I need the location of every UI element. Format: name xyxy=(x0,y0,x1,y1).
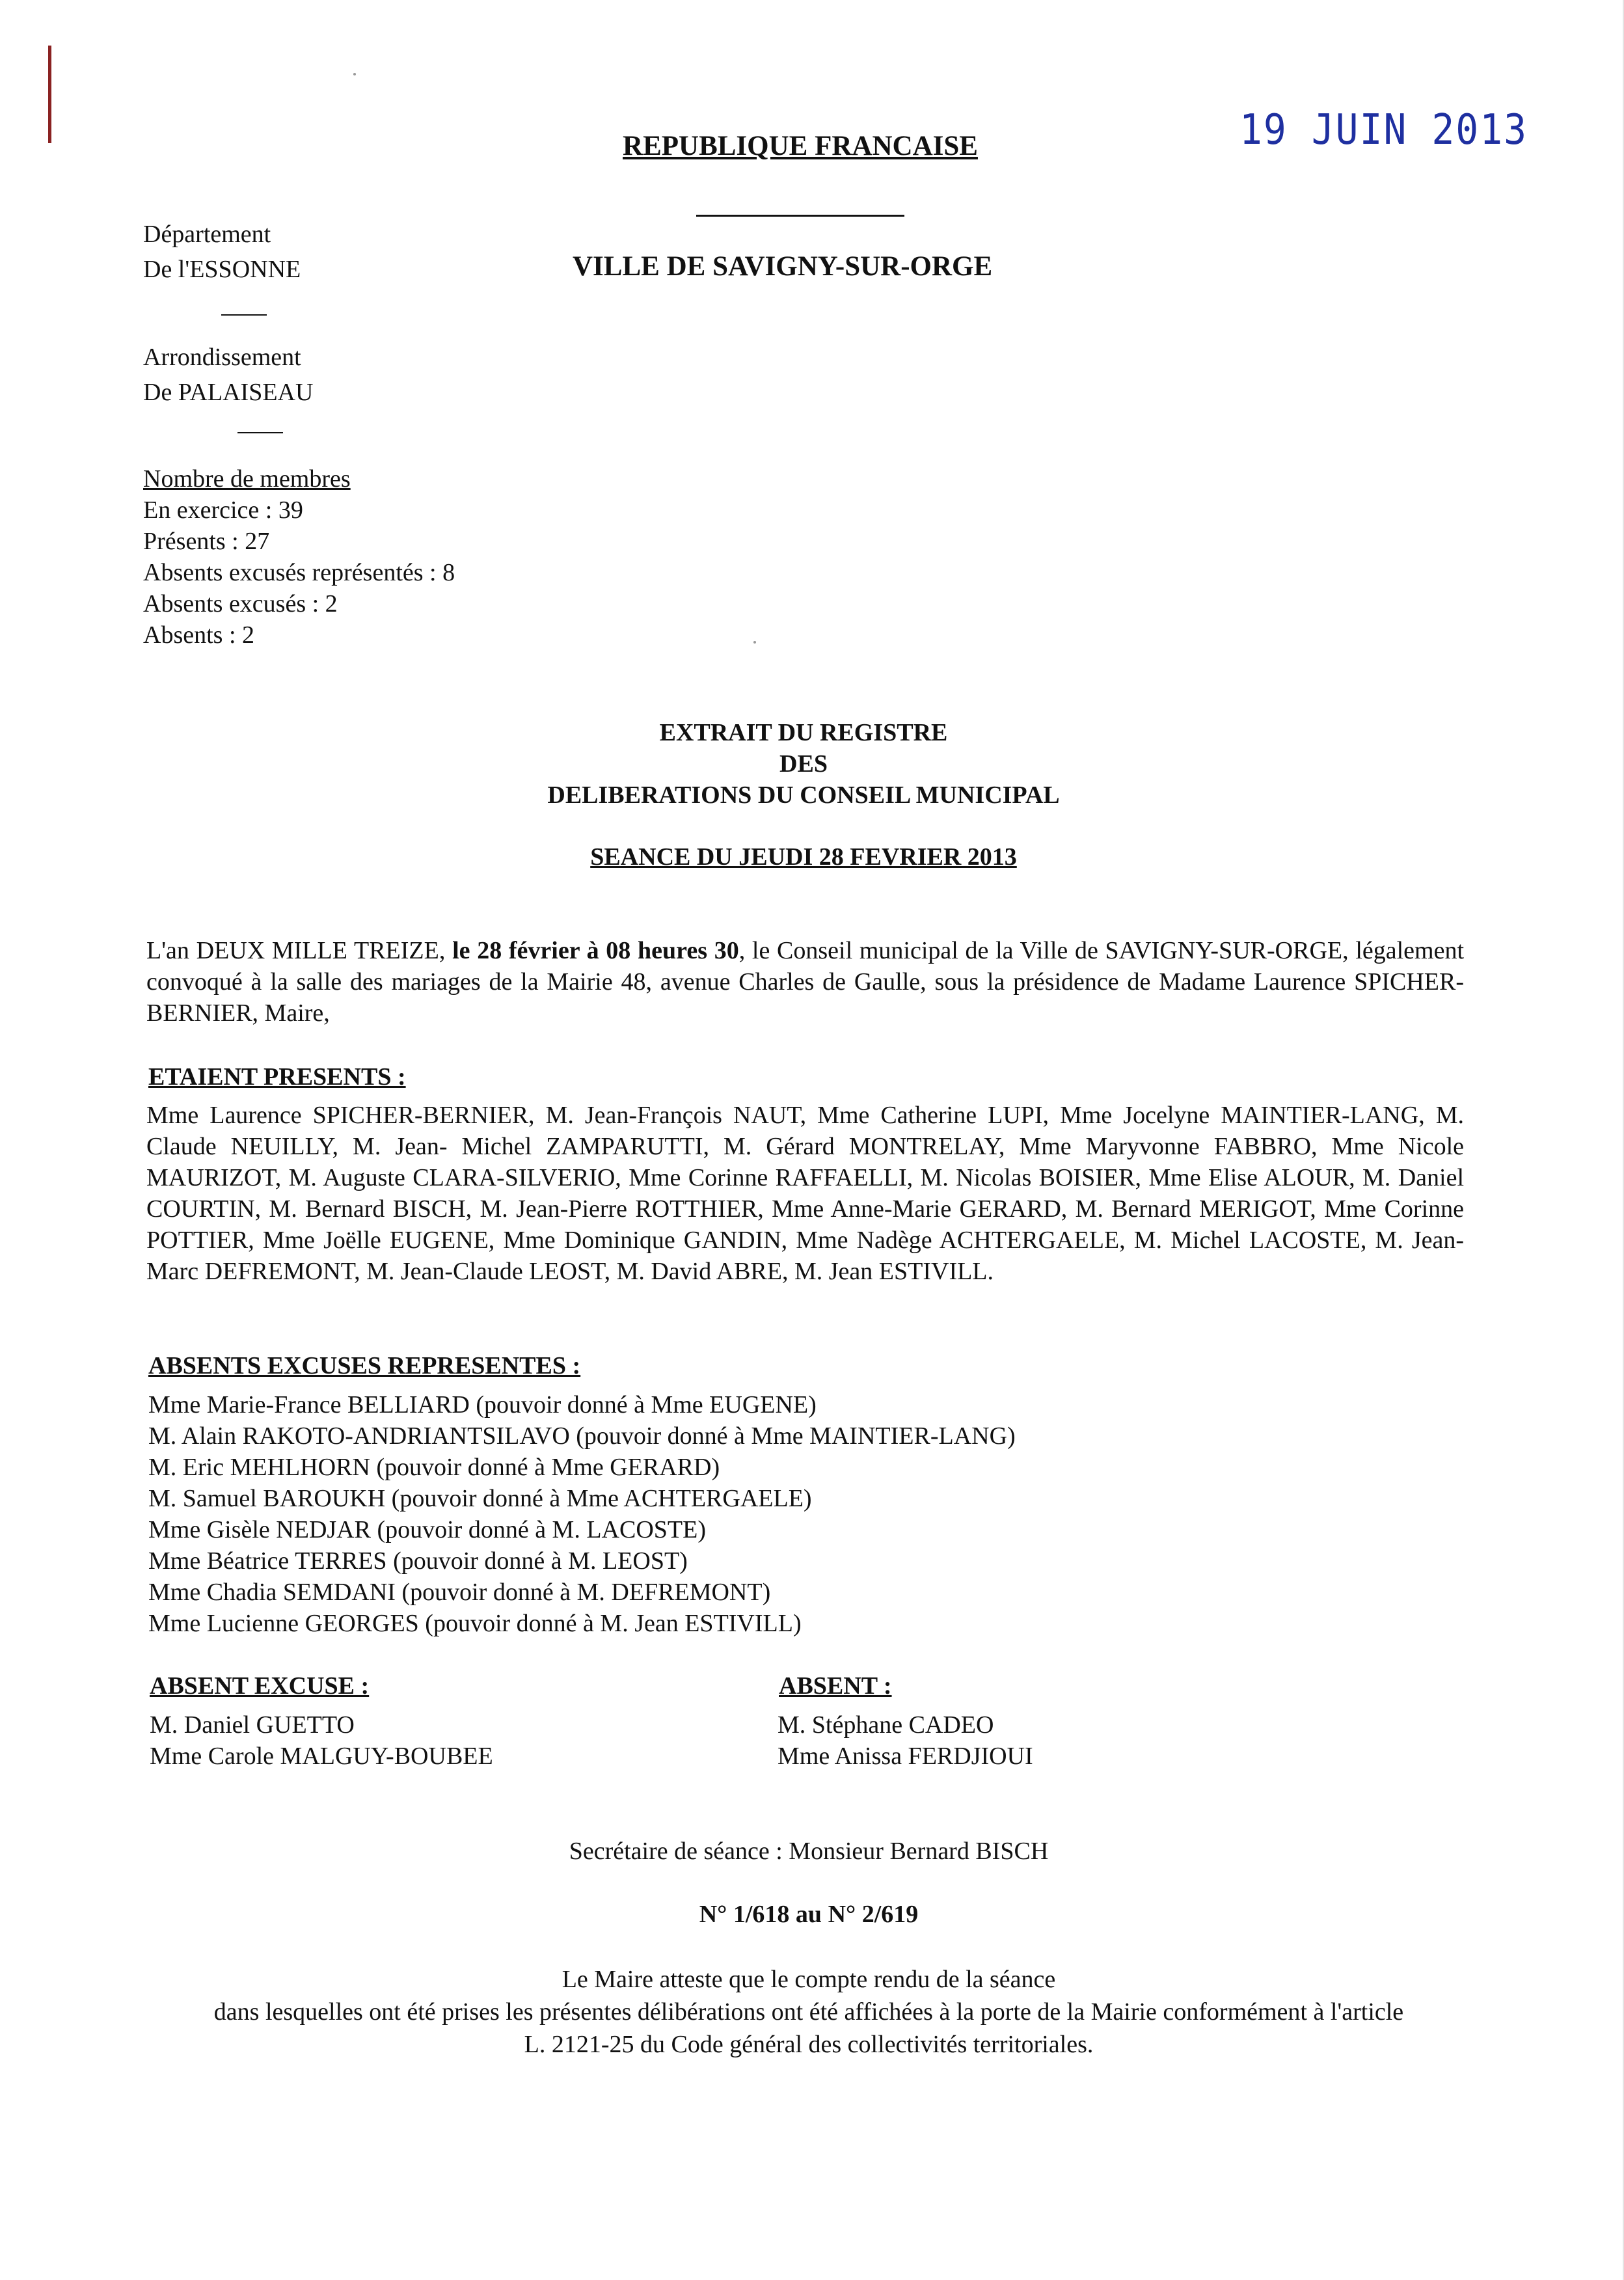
list-item: M. Samuel BAROUKH (pouvoir donné à Mme ACHTERGAELE) xyxy=(148,1485,812,1512)
list-item: M. Stéphane CADEO xyxy=(778,1711,994,1739)
intro-date: le 28 février à 08 heures 30 xyxy=(452,937,739,964)
title-line: DELIBERATIONS DU CONSEIL MUNICIPAL xyxy=(547,781,1060,809)
members-line: Présents : 27 xyxy=(143,528,270,555)
register-title xyxy=(0,717,1607,811)
secretary-line: Secrétaire de séance : Monsieur Bernard BISCH xyxy=(569,1838,1049,1865)
sidebar-divider xyxy=(237,432,283,433)
absent-excuse-list xyxy=(150,1709,493,1772)
list-item: Mme Lucienne GEORGES (pouvoir donné à M. Jean ESTIVILL) xyxy=(148,1610,802,1637)
republic-heading: REPUBLIQUE FRANCAISE xyxy=(623,131,978,161)
members-block xyxy=(143,463,455,651)
attestation-line: dans lesquelles ont été prises les présentes délibérations ont été affichées à la porte de la Mairie conformément à l'article xyxy=(213,1998,1404,2026)
intro-part: , le Conseil municipal de la Ville de SAVIGNY-SUR-ORGE, légalement convoqué à la salle des mariages de la Mairie 48, avenue Charles de Gaulle, sous la présidence de Madame Laurence SPICHER-BERNIER, Maire, xyxy=(146,937,1465,1027)
city-heading: VILLE DE SAVIGNY-SUR-ORGE xyxy=(573,251,993,282)
absent-heading: ABSENT : xyxy=(779,1672,892,1700)
list-item: Mme Marie-France BELLIARD (pouvoir donné à Mme EUGENE) xyxy=(148,1391,817,1418)
session-title: SEANCE DU JEUDI 28 FEVRIER 2013 xyxy=(590,843,1017,871)
members-title: Nombre de membres xyxy=(143,465,351,493)
attestation-line: L. 2121-25 du Code général des collectivités territoriales. xyxy=(524,2031,1094,2058)
sidebar-divider xyxy=(221,314,267,316)
arrondissement-value: De PALAISEAU xyxy=(143,379,314,406)
presents-heading: ETAIENT PRESENTS : xyxy=(148,1063,406,1091)
list-item: Mme Chadia SEMDANI (pouvoir donné à M. DEFREMONT) xyxy=(148,1579,771,1606)
presents-list: Mme Laurence SPICHER-BERNIER, M. Jean-François NAUT, Mme Catherine LUPI, Mme Jocelyne MAINTIER-LANG, M. Claude NEUILLY, M. Jean- Michel ZAMPARUTTI, M. Gérard MONTRELAY, Mme Maryvonne FABBRO, Mme Nicole MAURIZOT, M. Auguste CLARA-SILVERIO, Mme Corinne RAFFAELLI, M. Nicolas BOISIER, Mme Elise ALOUR, M. Daniel COURTIN, M. Bernard BISCH, M. Jean-Pierre ROTTHIER, Mme Anne-Marie GERARD, M. Bernard MERIGOT, Mme Corinne POTTIER, Mme Joëlle EUGENE, Mme Dominique GANDIN, Mme Nadège ACHTERGAELE, M. Michel LACOSTE, M. Jean-Marc DEFREMONT, M. Jean-Claude LEOST, M. David ABRE, M. Jean ESTIVILL. xyxy=(146,1102,1464,1285)
scan-margin-mark xyxy=(48,46,51,143)
department-label: Département xyxy=(143,221,271,248)
list-item: Mme Carole MALGUY-BOUBEE xyxy=(150,1743,493,1770)
department-block xyxy=(143,217,301,287)
arrondissement-label: Arrondissement xyxy=(143,344,301,371)
represented-list xyxy=(148,1389,1016,1639)
absent-list xyxy=(778,1709,1033,1772)
attestation xyxy=(0,1963,1617,2061)
members-line: Absents : 2 xyxy=(143,621,254,649)
header-divider xyxy=(696,215,904,217)
attestation-line: Le Maire atteste que le compte rendu de la séance xyxy=(562,1966,1056,1993)
intro-paragraph xyxy=(146,935,1464,1029)
list-item: Mme Béatrice TERRES (pouvoir donné à M. LEOST) xyxy=(148,1547,688,1575)
scan-speck xyxy=(753,641,756,644)
arrondissement-block xyxy=(143,340,313,410)
represented-heading: ABSENTS EXCUSES REPRESENTES : xyxy=(148,1352,581,1379)
scan-speck xyxy=(353,73,356,75)
intro-part: L'an DEUX MILLE TREIZE, xyxy=(146,937,446,964)
list-item: Mme Anissa FERDJIOUI xyxy=(778,1743,1033,1770)
department-value: De l'ESSONNE xyxy=(143,256,301,283)
list-item: M. Alain RAKOTO-ANDRIANTSILAVO (pouvoir donné à Mme MAINTIER-LANG) xyxy=(148,1422,1016,1450)
title-line: DES xyxy=(779,750,828,778)
members-line: En exercice : 39 xyxy=(143,496,303,524)
deliberation-numbers: N° 1/618 au N° 2/619 xyxy=(699,1901,919,1928)
absent-excuse-heading: ABSENT EXCUSE : xyxy=(150,1672,370,1700)
list-item: M. Daniel GUETTO xyxy=(150,1711,355,1739)
members-line: Absents excusés : 2 xyxy=(143,590,338,618)
list-item: M. Eric MEHLHORN (pouvoir donné à Mme GERARD) xyxy=(148,1454,720,1481)
list-item: Mme Gisèle NEDJAR (pouvoir donné à M. LACOSTE) xyxy=(148,1516,707,1543)
members-line: Absents excusés représentés : 8 xyxy=(143,559,455,586)
date-stamp: 19 JUIN 2013 xyxy=(1239,105,1528,154)
title-line: EXTRAIT DU REGISTRE xyxy=(659,719,948,746)
